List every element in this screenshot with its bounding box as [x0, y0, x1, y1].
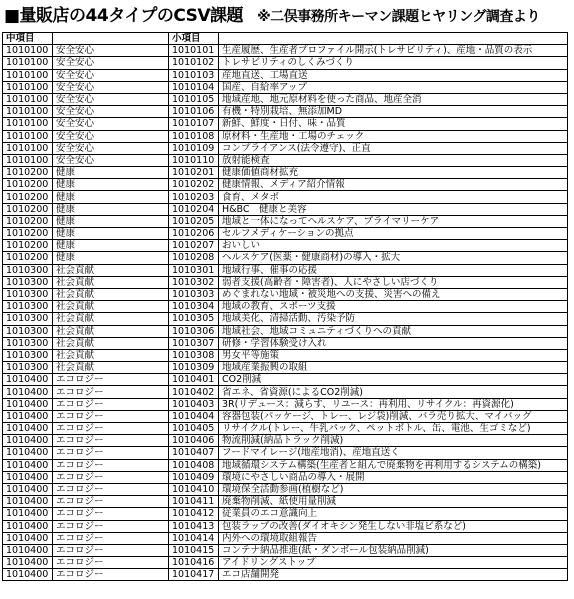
cell-small-item-name: 研修・学習体験受け入れ: [219, 337, 568, 349]
cell-small-item-name: トレサビリティのしくみづくり: [219, 57, 568, 69]
table-row: [3, 374, 568, 386]
cell-small-item-code: 1010410: [169, 483, 219, 495]
header-mid-item-code: 中項目: [3, 33, 53, 45]
cell-mid-item-code: 1010200: [3, 167, 53, 179]
cell-small-item-code: 1010309: [169, 362, 219, 374]
table-row: [3, 252, 568, 264]
cell-small-item-code: 1010106: [169, 106, 219, 118]
header-small-item-name: [219, 33, 568, 45]
cell-small-item-name: おいしい: [219, 240, 568, 252]
cell-mid-item-name: 健康: [53, 252, 169, 264]
cell-small-item-code: 1010105: [169, 93, 219, 105]
cell-small-item-name: 原材料・生産地・工場のチェック: [219, 130, 568, 142]
cell-small-item-code: 1010202: [169, 179, 219, 191]
cell-mid-item-code: 1010100: [3, 118, 53, 130]
cell-small-item-code: 1010207: [169, 240, 219, 252]
cell-small-item-name: 健康価値商材拡充: [219, 167, 568, 179]
cell-small-item-code: 1010307: [169, 337, 219, 349]
cell-small-item-name: 地域産地、地元原材料を使った商品、地産全消: [219, 93, 568, 105]
table-row: [3, 301, 568, 313]
cell-mid-item-name: エコロジー: [53, 374, 169, 386]
table-row: [3, 532, 568, 544]
cell-mid-item-code: 1010400: [3, 459, 53, 471]
cell-small-item-name: 物流削減(納品トラック削減): [219, 435, 568, 447]
cell-mid-item-name: 安全安心: [53, 81, 169, 93]
cell-mid-item-name: エコロジー: [53, 435, 169, 447]
cell-small-item-code: 1010409: [169, 471, 219, 483]
cell-mid-item-name: 安全安心: [53, 93, 169, 105]
cell-small-item-name: 地域美化、清掃活動、汚染予防: [219, 313, 568, 325]
cell-mid-item-code: 1010400: [3, 483, 53, 495]
cell-small-item-code: 1010110: [169, 154, 219, 166]
cell-mid-item-name: エコロジー: [53, 410, 169, 422]
cell-mid-item-name: 健康: [53, 203, 169, 215]
cell-mid-item-code: 1010400: [3, 508, 53, 520]
page-title: [4, 3, 540, 29]
cell-small-item-code: 1010302: [169, 276, 219, 288]
cell-mid-item-code: 1010100: [3, 130, 53, 142]
header-small-item-code: 小項目: [169, 33, 219, 45]
cell-mid-item-code: 1010300: [3, 349, 53, 361]
table-row: [3, 325, 568, 337]
cell-mid-item-code: 1010300: [3, 337, 53, 349]
cell-small-item-name: アイドリングストップ: [219, 557, 568, 569]
cell-mid-item-name: エコロジー: [53, 423, 169, 435]
cell-small-item-name: 省エネ、省資源(によるCO2削減): [219, 386, 568, 398]
cell-small-item-code: 1010203: [169, 191, 219, 203]
cell-mid-item-name: 安全安心: [53, 154, 169, 166]
cell-mid-item-name: エコロジー: [53, 398, 169, 410]
cell-small-item-name: 地域産業振興の取組: [219, 362, 568, 374]
cell-mid-item-code: 1010100: [3, 154, 53, 166]
cell-mid-item-name: 社会貢献: [53, 313, 169, 325]
table-row: [3, 447, 568, 459]
table-row: [3, 557, 568, 569]
table-row: [3, 130, 568, 142]
cell-small-item-code: 1010208: [169, 252, 219, 264]
cell-small-item-name: CO2削減: [219, 374, 568, 386]
table-row: [3, 386, 568, 398]
cell-small-item-name: 健康情報、メディア紹介情報: [219, 179, 568, 191]
cell-mid-item-name: エコロジー: [53, 471, 169, 483]
cell-mid-item-name: 社会貢献: [53, 288, 169, 300]
cell-small-item-code: 1010206: [169, 228, 219, 240]
cell-mid-item-code: 1010300: [3, 362, 53, 374]
table-row: [3, 45, 568, 57]
cell-small-item-name: 容器包装(パッケージ、トレー、レジ袋)削減、バラ売り拡大、マイバッグ: [219, 410, 568, 422]
cell-small-item-name: 食育、メタボ: [219, 191, 568, 203]
title-main: ■量販店の44タイプのCSV課題: [4, 6, 244, 26]
cell-mid-item-name: 安全安心: [53, 106, 169, 118]
table-row: [3, 167, 568, 179]
cell-mid-item-code: 1010400: [3, 520, 53, 532]
cell-mid-item-code: 1010400: [3, 386, 53, 398]
cell-mid-item-name: 健康: [53, 167, 169, 179]
cell-mid-item-name: 社会貢献: [53, 362, 169, 374]
cell-mid-item-name: エコロジー: [53, 520, 169, 532]
table-row: [3, 483, 568, 495]
table-row: [3, 57, 568, 69]
table-row: [3, 228, 568, 240]
cell-small-item-name: 地域の教育、スポーツ支援: [219, 301, 568, 313]
cell-small-item-name: 地域循環システム構築(生産者と組んで廃棄物を再利用するシステムの構築): [219, 459, 568, 471]
table-row: [3, 569, 568, 581]
cell-small-item-code: 1010412: [169, 508, 219, 520]
cell-mid-item-name: エコロジー: [53, 386, 169, 398]
cell-small-item-code: 1010401: [169, 374, 219, 386]
cell-mid-item-code: 1010300: [3, 276, 53, 288]
cell-small-item-code: 1010306: [169, 325, 219, 337]
cell-small-item-name: H&BC 健康と美容: [219, 203, 568, 215]
cell-mid-item-name: 社会貢献: [53, 349, 169, 361]
table-row: [3, 106, 568, 118]
cell-mid-item-code: 1010300: [3, 313, 53, 325]
table-body: [3, 45, 568, 581]
cell-mid-item-code: 1010400: [3, 544, 53, 556]
cell-small-item-name: 有機・特別栽培、無添加MD: [219, 106, 568, 118]
cell-small-item-name: 生産履歴、生産者プロファイル開示(トレサビリティ)、産地・品質の表示: [219, 45, 568, 57]
cell-mid-item-name: 安全安心: [53, 57, 169, 69]
cell-small-item-name: コンテナ納品推進(紙・ダンボール包装納品削減): [219, 544, 568, 556]
cell-small-item-code: 1010416: [169, 557, 219, 569]
table-row: [3, 520, 568, 532]
cell-small-item-name: 地域と一体になってヘルスケア、プライマリーケア: [219, 215, 568, 227]
cell-small-item-code: 1010411: [169, 496, 219, 508]
cell-mid-item-name: エコロジー: [53, 447, 169, 459]
cell-mid-item-name: 社会貢献: [53, 264, 169, 276]
cell-mid-item-code: 1010100: [3, 69, 53, 81]
cell-small-item-name: めぐまれない地域・被災地への支援、災害への備え: [219, 288, 568, 300]
cell-mid-item-code: 1010400: [3, 532, 53, 544]
table-row: [3, 508, 568, 520]
table-row: [3, 435, 568, 447]
cell-small-item-name: 環境にやさしい商品の導入・展開: [219, 471, 568, 483]
cell-small-item-code: 1010204: [169, 203, 219, 215]
cell-mid-item-code: 1010400: [3, 423, 53, 435]
cell-mid-item-name: 社会貢献: [53, 337, 169, 349]
cell-small-item-name: エコ店舗開発: [219, 569, 568, 581]
cell-mid-item-code: 1010200: [3, 252, 53, 264]
cell-mid-item-name: 社会貢献: [53, 325, 169, 337]
table-row: [3, 264, 568, 276]
cell-small-item-name: 3R(リデュース：減らす、リユース：再利用、リサイクル：再資源化): [219, 398, 568, 410]
cell-mid-item-code: 1010200: [3, 203, 53, 215]
cell-mid-item-code: 1010400: [3, 471, 53, 483]
cell-mid-item-name: エコロジー: [53, 557, 169, 569]
cell-small-item-name: 弱者支援(高齢者・障害者)、人にやさしい店づくり: [219, 276, 568, 288]
cell-mid-item-name: 安全安心: [53, 45, 169, 57]
cell-mid-item-code: 1010400: [3, 496, 53, 508]
csv-task-table: [2, 32, 568, 581]
cell-small-item-code: 1010414: [169, 532, 219, 544]
table-row: [3, 362, 568, 374]
cell-mid-item-name: エコロジー: [53, 483, 169, 495]
cell-mid-item-name: 安全安心: [53, 130, 169, 142]
cell-mid-item-code: 1010400: [3, 447, 53, 459]
cell-small-item-code: 1010109: [169, 142, 219, 154]
cell-small-item-code: 1010415: [169, 544, 219, 556]
cell-small-item-name: 産地直送、工場直送: [219, 69, 568, 81]
cell-mid-item-name: 健康: [53, 215, 169, 227]
cell-mid-item-name: 社会貢献: [53, 301, 169, 313]
cell-small-item-code: 1010304: [169, 301, 219, 313]
table-row: [3, 410, 568, 422]
cell-mid-item-name: 安全安心: [53, 69, 169, 81]
cell-small-item-code: 1010205: [169, 215, 219, 227]
table-row: [3, 142, 568, 154]
cell-mid-item-code: 1010200: [3, 179, 53, 191]
cell-mid-item-code: 1010100: [3, 106, 53, 118]
cell-mid-item-name: エコロジー: [53, 496, 169, 508]
cell-mid-item-code: 1010100: [3, 57, 53, 69]
table-row: [3, 203, 568, 215]
table-row: [3, 337, 568, 349]
table-header-row: [3, 33, 568, 45]
cell-small-item-code: 1010103: [169, 69, 219, 81]
cell-mid-item-name: エコロジー: [53, 459, 169, 471]
table-row: [3, 69, 568, 81]
table-row: [3, 215, 568, 227]
table-row: [3, 276, 568, 288]
table-row: [3, 93, 568, 105]
cell-small-item-name: セルフメディケーションの拠点: [219, 228, 568, 240]
table-row: [3, 544, 568, 556]
cell-small-item-code: 1010301: [169, 264, 219, 276]
table-row: [3, 81, 568, 93]
cell-mid-item-name: エコロジー: [53, 508, 169, 520]
cell-mid-item-code: 1010400: [3, 410, 53, 422]
cell-mid-item-name: 安全安心: [53, 118, 169, 130]
cell-small-item-name: コンプライアンス(法令遵守)、正直: [219, 142, 568, 154]
cell-small-item-code: 1010403: [169, 398, 219, 410]
cell-small-item-name: 内外への環境取組報告: [219, 532, 568, 544]
cell-mid-item-name: エコロジー: [53, 569, 169, 581]
cell-small-item-code: 1010303: [169, 288, 219, 300]
cell-small-item-code: 1010413: [169, 520, 219, 532]
cell-small-item-name: リサイクル(トレー、牛乳パック、ペットボトル、缶、電池、生ゴミなど): [219, 423, 568, 435]
cell-mid-item-name: エコロジー: [53, 544, 169, 556]
cell-mid-item-name: 健康: [53, 228, 169, 240]
cell-small-item-code: 1010308: [169, 349, 219, 361]
cell-small-item-code: 1010404: [169, 410, 219, 422]
cell-mid-item-code: 1010400: [3, 557, 53, 569]
cell-mid-item-code: 1010400: [3, 569, 53, 581]
cell-mid-item-code: 1010100: [3, 142, 53, 154]
cell-small-item-code: 1010102: [169, 57, 219, 69]
table-row: [3, 240, 568, 252]
cell-mid-item-name: 安全安心: [53, 142, 169, 154]
table-row: [3, 459, 568, 471]
cell-mid-item-name: 健康: [53, 179, 169, 191]
cell-mid-item-code: 1010200: [3, 215, 53, 227]
cell-mid-item-code: 1010300: [3, 325, 53, 337]
cell-mid-item-code: 1010100: [3, 81, 53, 93]
table-row: [3, 398, 568, 410]
table-row: [3, 313, 568, 325]
table-row: [3, 191, 568, 203]
cell-mid-item-code: 1010400: [3, 435, 53, 447]
cell-mid-item-name: 健康: [53, 240, 169, 252]
cell-mid-item-code: 1010400: [3, 398, 53, 410]
cell-small-item-name: 包装ラップの改善(ダイオキシン発生しない非塩ビ系など): [219, 520, 568, 532]
table-row: [3, 423, 568, 435]
cell-mid-item-code: 1010300: [3, 301, 53, 313]
title-subtitle: ※二俣事務所キーマン課題ヒヤリング調査より: [257, 9, 540, 25]
table-row: [3, 179, 568, 191]
cell-small-item-code: 1010407: [169, 447, 219, 459]
cell-small-item-name: 環境保全活動参画(植樹など): [219, 483, 568, 495]
cell-mid-item-code: 1010200: [3, 228, 53, 240]
cell-mid-item-code: 1010200: [3, 191, 53, 203]
cell-small-item-name: 新鮮、鮮度・日付、味・品質: [219, 118, 568, 130]
cell-small-item-code: 1010101: [169, 45, 219, 57]
cell-small-item-code: 1010406: [169, 435, 219, 447]
cell-small-item-code: 1010417: [169, 569, 219, 581]
cell-mid-item-code: 1010300: [3, 288, 53, 300]
cell-small-item-name: 従業員のエコ意識向上: [219, 508, 568, 520]
cell-mid-item-code: 1010100: [3, 93, 53, 105]
cell-small-item-name: 地域行事、催事の応援: [219, 264, 568, 276]
cell-small-item-code: 1010201: [169, 167, 219, 179]
cell-mid-item-name: エコロジー: [53, 532, 169, 544]
cell-small-item-name: 男女平等施策: [219, 349, 568, 361]
cell-mid-item-code: 1010300: [3, 264, 53, 276]
table-row: [3, 154, 568, 166]
table-row: [3, 349, 568, 361]
cell-mid-item-code: 1010200: [3, 240, 53, 252]
table-row: [3, 288, 568, 300]
cell-small-item-code: 1010104: [169, 81, 219, 93]
header-mid-item-name: [53, 33, 169, 45]
table-row: [3, 118, 568, 130]
cell-small-item-code: 1010402: [169, 386, 219, 398]
cell-small-item-code: 1010405: [169, 423, 219, 435]
cell-mid-item-code: 1010100: [3, 45, 53, 57]
table-row: [3, 496, 568, 508]
cell-mid-item-name: 健康: [53, 191, 169, 203]
cell-small-item-code: 1010408: [169, 459, 219, 471]
cell-small-item-code: 1010108: [169, 130, 219, 142]
cell-mid-item-name: 社会貢献: [53, 276, 169, 288]
cell-small-item-name: 国産、自給率アップ: [219, 81, 568, 93]
table-row: [3, 471, 568, 483]
cell-small-item-name: 廃棄物削減、紙使用量削減: [219, 496, 568, 508]
cell-small-item-name: 放射能検査: [219, 154, 568, 166]
cell-small-item-name: 地域社会、地域コミュニティづくりへの貢献: [219, 325, 568, 337]
cell-small-item-code: 1010305: [169, 313, 219, 325]
cell-small-item-name: ヘルスケア(医薬・健康商材)の導入・拡大: [219, 252, 568, 264]
cell-mid-item-code: 1010400: [3, 374, 53, 386]
cell-small-item-name: フードマイレージ(地産地消)、産地直送く: [219, 447, 568, 459]
cell-small-item-code: 1010107: [169, 118, 219, 130]
